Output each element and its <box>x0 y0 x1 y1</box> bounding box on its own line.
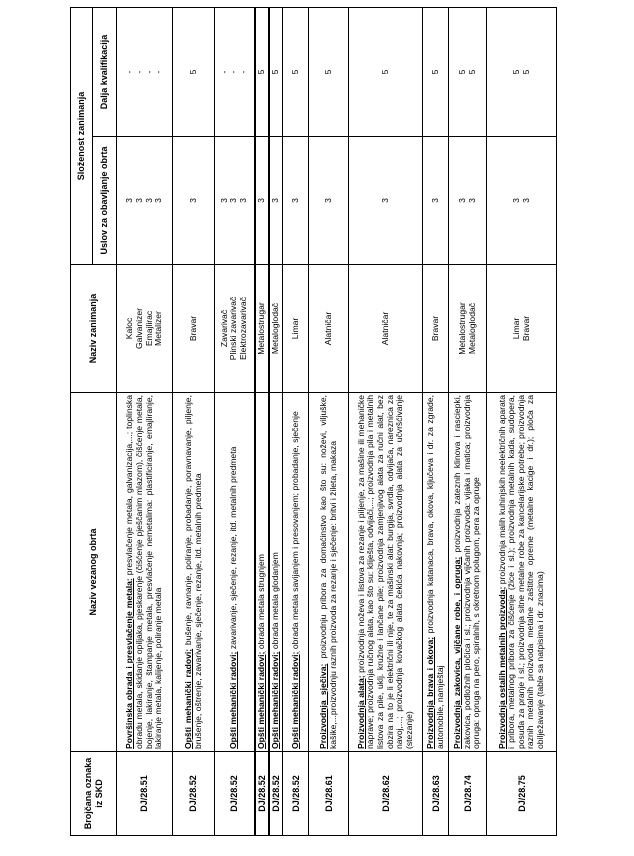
trade-heading: Površinska obrada i presvlačenje metala: <box>124 578 135 749</box>
further-value: 5 <box>429 69 440 75</box>
further-cell <box>349 8 423 137</box>
code-cell <box>449 752 487 836</box>
further-value: - <box>124 70 135 74</box>
further-cell <box>173 8 215 137</box>
occupation-name: Zavarivač <box>218 309 229 348</box>
occupation-name: Metalizer <box>153 311 164 346</box>
further-cell <box>255 8 269 137</box>
condition-cell <box>215 137 255 265</box>
further-cell <box>117 8 173 137</box>
trade-text: obrada metala glodanjem <box>270 552 281 652</box>
condition-value: 3 <box>510 198 521 203</box>
condition-cell <box>423 137 449 265</box>
condition-value: 3 <box>133 198 144 203</box>
occupation-name: Bravar <box>520 315 531 342</box>
table-row <box>487 8 557 836</box>
further-cell <box>269 8 283 137</box>
occupation-name: Metalostrugar <box>456 302 467 355</box>
header-trade: Naziv vezanog obrta <box>71 393 117 752</box>
trade-text: obrada metala savijanjem i presovanjem; probadanje, sječenje <box>289 411 300 652</box>
code-cell <box>173 752 215 836</box>
header-condition: Uslov za obavljanje obrta <box>93 137 117 265</box>
trade-text: proizvodnja zateznih klinova i rasciepki, zakovica, podložnih pločica i sl.; proizvodnja vijčanih proizvoda: vijaka i matica; proizvodnja opruga: opruga na pero, spiralnih, s okretnom polugom, pera za opruge <box>452 395 482 749</box>
code-cell <box>349 752 423 836</box>
trade-text: bušenje, ravnanje, poliranje, probadanje, poravnavanje, piljenje, brušenje, oštrenje, zavarivanje, sječenje, rezanje, itd. metalnih predmeta <box>182 395 203 749</box>
condition-cell <box>449 137 487 265</box>
condition-value: 3 <box>153 198 164 203</box>
table-row <box>117 8 173 836</box>
trade-heading: Opšti mehanički radovi; <box>228 651 239 749</box>
trade-text: zavarivanje, sječenje, rezanje, itd. metalnih predmeta <box>228 446 239 652</box>
trade-description-cell <box>117 393 173 752</box>
skd-code: DJ/28.52 <box>229 775 240 812</box>
further-value: 5 <box>510 69 521 75</box>
condition-value: 3 <box>187 198 198 203</box>
trade-description-cell <box>173 393 215 752</box>
skd-code: DJ/28.62 <box>380 775 391 812</box>
condition-value: 3 <box>238 198 249 203</box>
condition-value: 3 <box>270 198 281 203</box>
occupation-name: Alatničar <box>379 311 390 346</box>
further-value: 5 <box>322 69 333 75</box>
trade-description-cell <box>423 393 449 752</box>
condition-cell <box>255 137 269 265</box>
code-cell <box>309 752 349 836</box>
table-row <box>349 8 423 836</box>
further-value: 5 <box>456 69 467 75</box>
table-row <box>283 8 309 836</box>
further-value: 5 <box>187 69 198 75</box>
table-row <box>423 8 449 836</box>
table-row <box>173 8 215 836</box>
further-value: 5 <box>255 69 266 75</box>
skd-code: DJ/28.74 <box>462 775 473 812</box>
table-row <box>215 8 255 836</box>
skd-code: DJ/28.63 <box>430 775 441 812</box>
condition-cell <box>309 137 349 265</box>
trade-description-cell <box>215 393 255 752</box>
occupation-cell <box>269 265 283 393</box>
occupation-name: Galvanizer <box>133 307 144 350</box>
skd-code: DJ/28.52 <box>270 775 281 812</box>
further-value: - <box>153 70 164 74</box>
occupation-name: Kaloc <box>124 317 135 340</box>
skd-code: DJ/28.51 <box>139 775 150 812</box>
code-cell <box>487 752 557 836</box>
code-cell <box>255 752 269 836</box>
occupation-cell <box>117 265 173 393</box>
table-body <box>117 8 557 836</box>
trade-text: proizvodnju pribora za domaćinstvo kao što su: noževi, viljuške, kašike,...proizvodnju raznih proizvoda za rezanje i sječenje: britvi i žileta, makaza <box>317 395 338 749</box>
trade-text: proizvodnja noževa i listova za rezanje i piljenje, za mašine ili mehaničke naprave; proizvodnja ručnog alata, kao što su: kliješta, odvijači,...; proizvodnja pila i metalnih listova za pile, uklj. kružne i lančane pile; proizvodnja zamjenjivog alata za ručni alat, bez obzira na to je li električni ili nije, te za mašinski alat: burgija, svrdla, odvijača, nareznica za navoj,...; proizvodnja kovačkog alata čekića nakovnja; proizvodnja alata za učvršćivanje (stezanje) <box>355 395 414 749</box>
occupation-cell <box>349 265 423 393</box>
trade-heading: Opšti mehanički radovi; <box>289 651 300 749</box>
condition-cell <box>283 137 309 265</box>
table-row <box>255 8 269 836</box>
condition-value: 3 <box>143 198 154 203</box>
skd-code: DJ/28.75 <box>516 775 527 812</box>
trade-heading: Opšti mehanički radovi; <box>182 648 193 749</box>
condition-value: 3 <box>429 198 440 203</box>
occupation-name: Plinski zavarivač <box>228 296 239 361</box>
further-value: - <box>238 70 249 74</box>
code-cell <box>283 752 309 836</box>
occupation-name: Alatničar <box>322 311 333 346</box>
trade-description-cell <box>255 393 269 752</box>
condition-value: 3 <box>124 198 135 203</box>
header-code: Brojčana oznaka iz SKD <box>71 752 117 836</box>
trade-heading: Proizvodnja brava i okova; <box>424 636 435 749</box>
further-cell <box>487 8 557 137</box>
trade-heading: Opšti mehanički radovi; <box>255 651 266 749</box>
further-value: - <box>133 70 144 74</box>
occupation-name: Limar <box>289 317 300 340</box>
occupation-name: Metaloglodač <box>466 302 477 355</box>
further-value: 5 <box>520 69 531 75</box>
trade-heading: Proizvodnja sječiva; <box>317 663 328 749</box>
condition-value: 3 <box>322 198 333 203</box>
trade-description-cell <box>449 393 487 752</box>
condition-value: 3 <box>456 198 467 203</box>
occupation-name: Metalostrugar <box>255 302 266 355</box>
condition-value: 3 <box>218 198 229 203</box>
further-value: - <box>143 70 154 74</box>
header-complexity: Složenost zanimanja <box>71 8 93 265</box>
trade-heading: Opšti mehanički radovi; <box>270 651 281 749</box>
further-cell <box>309 8 349 137</box>
occupation-cell <box>215 265 255 393</box>
trade-heading: Proizvodnja ostalih metalnih proizvoda; <box>496 586 507 749</box>
header-occupation: Naziv zanimanja <box>71 265 117 393</box>
further-cell <box>215 8 255 137</box>
trade-description-cell <box>283 393 309 752</box>
condition-cell <box>173 137 215 265</box>
condition-cell <box>269 137 283 265</box>
code-cell <box>423 752 449 836</box>
occupation-cell <box>423 265 449 393</box>
occupation-name: Bravar <box>429 315 440 342</box>
condition-value: 3 <box>289 198 300 203</box>
condition-cell <box>117 137 173 265</box>
occupation-cell <box>173 265 215 393</box>
table-row <box>449 8 487 836</box>
occupation-name: Elektrozavarivač <box>238 296 249 361</box>
code-cell <box>215 752 255 836</box>
further-value: 5 <box>466 69 477 75</box>
condition-value: 3 <box>255 198 266 203</box>
trade-heading: Proizvodnja zakovica, vijčane robe, i opruga; <box>452 556 463 749</box>
skd-code: DJ/28.52 <box>188 775 199 812</box>
condition-cell <box>487 137 557 265</box>
table-row <box>309 8 349 836</box>
further-value: - <box>218 70 229 74</box>
trade-description-cell <box>269 393 283 752</box>
trades-table <box>70 7 557 836</box>
occupation-cell <box>487 265 557 393</box>
occupation-name: Limar <box>510 317 521 340</box>
code-cell <box>269 752 283 836</box>
condition-value: 3 <box>379 198 390 203</box>
further-value: 5 <box>289 69 300 75</box>
condition-value: 3 <box>466 198 477 203</box>
header-further: Dalja kvalifikacija <box>93 8 117 137</box>
occupation-cell <box>255 265 269 393</box>
occupation-cell <box>283 265 309 393</box>
skd-code: DJ/28.52 <box>256 775 267 812</box>
further-value: 5 <box>270 69 281 75</box>
occupation-name: Metaloglodač <box>270 302 281 355</box>
condition-value: 3 <box>228 198 239 203</box>
occupation-name: Emajlirac <box>143 310 154 347</box>
trade-description-cell <box>349 393 423 752</box>
occupation-name: Bravar <box>187 315 198 342</box>
further-value: 5 <box>379 69 390 75</box>
occupation-cell <box>449 265 487 393</box>
further-cell <box>283 8 309 137</box>
trade-text: presvlačenje metala, galvanizacija,...; toplinska obradu metala, skidanje opiljaka, pjeskarenje (čišćenje pješčanim mlazom), čišćenje metala, bojenje, lakiranje, štampanje metala, presvlačenje nemetalima: plastificiranje, emajliranje, lakiranje metala, kalijenje, poliranje metala <box>124 395 164 749</box>
skd-code: DJ/28.52 <box>290 775 301 812</box>
occupation-cell <box>309 265 349 393</box>
trade-text: proizvodnja malih kuhinjskih neelektričnih aparata i pribora, metalnog pribora za čišćenje (žice i sl.); proizvodnja metalnih kada, sudopera, posuđa za pranje i sl.; proizvodnja sitne metalne robe za kancelarijske potrebe; proizvodnja raznih metalnih proizvoda metalne zaštitne opreme (metalne kacige i dr.); ploča za obilježavanje (table sa natpisima i dr. znacima) <box>496 395 546 749</box>
table-row <box>269 8 283 836</box>
trade-description-cell <box>309 393 349 752</box>
trade-heading: Proizvodnja alata; <box>355 675 366 749</box>
condition-value: 3 <box>520 198 531 203</box>
trade-description-cell <box>487 393 557 752</box>
code-cell <box>117 752 173 836</box>
further-cell <box>423 8 449 137</box>
further-cell <box>449 8 487 137</box>
skd-code: DJ/28.61 <box>323 775 334 812</box>
trade-text: proizvodnja katanaca, brava, okova, ključeva i dr. za zgrade, automobile, namještaj <box>424 395 445 749</box>
condition-cell <box>349 137 423 265</box>
further-value: - <box>228 70 239 74</box>
trade-text: obrada metala strugnjem <box>255 554 266 652</box>
